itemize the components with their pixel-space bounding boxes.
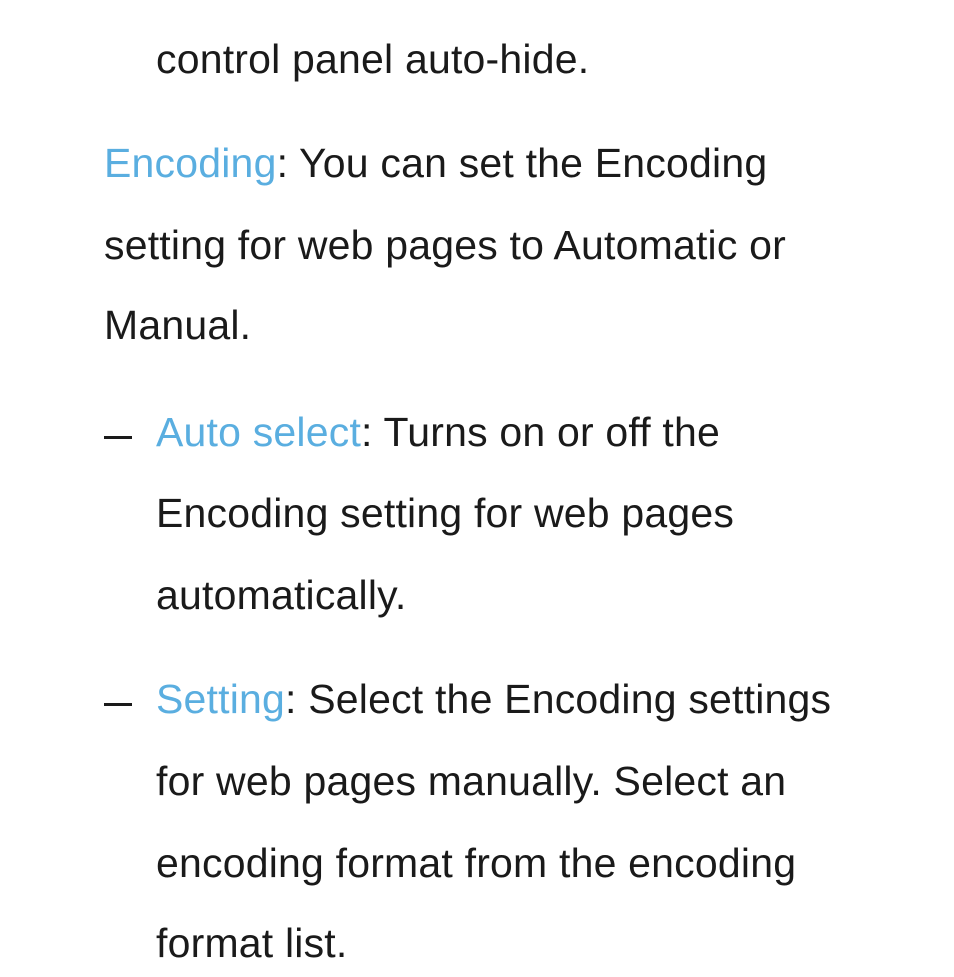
- encoding-paragraph-line-3: [104, 300, 251, 350]
- auto-select-desc-3: automatically.: [156, 572, 407, 618]
- auto-select-term: Auto select: [156, 409, 362, 455]
- setting-bullet-dash: [104, 703, 132, 706]
- encoding-desc-3: Manual.: [104, 302, 252, 348]
- setting-line-2: [156, 756, 786, 806]
- setting-desc-3: encoding format from the encoding: [156, 840, 797, 886]
- auto-select-desc-2: Encoding setting for web pages: [156, 490, 735, 536]
- auto-select-line-3: [156, 570, 406, 620]
- encoding-paragraph-line-2: [104, 220, 786, 270]
- setting-line-1: [156, 674, 831, 724]
- setting-desc-2: for web pages manually. Select an: [156, 758, 787, 804]
- setting-desc-4: format list.: [156, 920, 348, 966]
- setting-desc-1: : Select the Encoding settings: [285, 676, 832, 722]
- auto-select-line-2: [156, 488, 734, 538]
- encoding-term: Encoding: [104, 140, 277, 186]
- setting-term: Setting: [156, 676, 286, 722]
- encoding-paragraph-line-1: [104, 138, 767, 188]
- encoding-desc-2: setting for web pages to Automatic or: [104, 222, 786, 268]
- encoding-desc-1: : You can set the Encoding: [276, 140, 768, 186]
- auto-select-line-1: [156, 407, 720, 457]
- setting-line-3: [156, 838, 796, 888]
- continuation-text: [156, 34, 589, 84]
- auto-select-bullet-dash: [104, 436, 132, 439]
- auto-select-desc-1: : Turns on or off the: [361, 409, 721, 455]
- setting-line-4: [156, 918, 348, 968]
- continuation-line-1: control panel auto-hide.: [156, 36, 590, 82]
